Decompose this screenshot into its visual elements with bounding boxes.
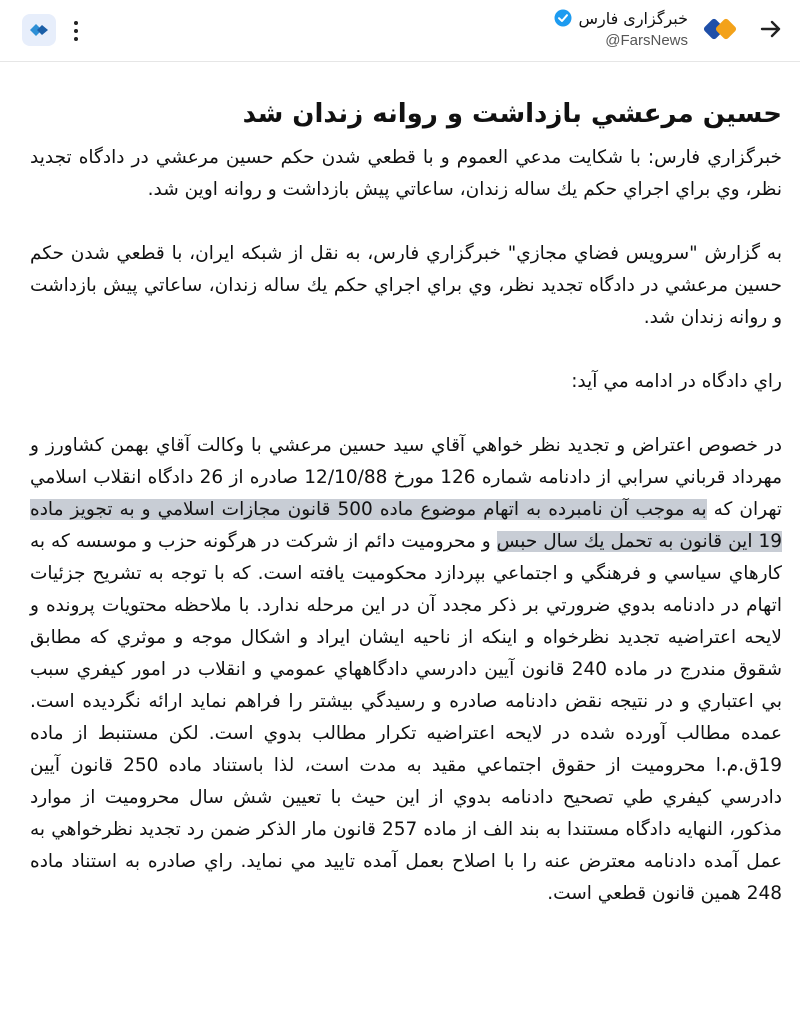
highlighted-text[interactable]: به موجب آن نامبرده به اتهام موضوع ماده 500 قانون مجازات اسلامي و به تجويز ماده 19 اين قانون به تحمل يك سال حبس (30, 499, 782, 552)
arrow-right-icon (759, 17, 783, 41)
paragraph-2: به گزارش "سرويس فضاي مجازي" خبرگزاري فارس، به نقل از شبكه ايران، با قطعي شدن حكم حسين مرعشي در دادگاه تجديد نظر، وي براي اجراي حكم يك ساله زندان، ساعاتي پيش بازداشت و روانه زندان شد. (30, 243, 782, 328)
paragraph-4-end: و محروميت دائم از شركت در هرگونه حزب و موسسه كه به كارهاي سياسي و فرهنگي و اجتماعي بپردازد محكوميت يافته است. كه با توجه به تشريح جزئيات اتهام در دادنامه بدوي ضرورتي بر ذكر مجدد آن در اين مرحله ندارد. با ملاحظه محتويات پرونده و لايحه اعتراضيه تجديد نظرخواه و اينكه از ناحيه ايشان ايراد و اشكال موجه و موثري كه مطابق شقوق مندرج در ماده 240 قانون آيين دادرسي دادگاههاي عمومي و انقلاب در امور كيفري سبب بي اعتباري و در نتيجه نقض دادنامه صادره و رسيدگي بيشتر را فراهم نمايد ارائه نگرديده است. عمده مطالب آورده شده در لايحه اعتراضيه تكرار مطالب بدوي است. لكن مستنبط از ماده 19ق.م.ا محروميت از حقوق اجتماعي مقيد به مدت است، لذا باستناد ماده 250 قانون آيين دادرسي كيفري طي تصحيح دادنامه بدوي از اين حيث با تعيين شش سال محروميت از موارد مذكور، النهايه دادگاه مستندا به بند الف از ماده 257 قانون مار الذكر ضمن رد تجديد نظرخواهي به عمل آمده دادنامه معترض عنه را با اصلاح بعمل آمده تاييد مي نمايد. راي صادره به استناد ماده 248 همين قانون قطعي است. (30, 531, 782, 904)
source-name[interactable] (554, 6, 688, 30)
verified-badge-icon (554, 9, 572, 27)
top-bar (0, 0, 800, 62)
back-button[interactable] (756, 14, 786, 44)
app-icon[interactable] (22, 14, 56, 46)
fars-logo-icon[interactable] (702, 12, 740, 48)
more-vertical-icon (74, 21, 78, 25)
paragraph-4-start: در خصوص اعتراض و تجديد نظر خواهي آقاي سيد حسين مرعشي با وكالت آقاي بهمن كشاورز و مهرداد قرباني سرابي از دادنامه شماره 126 مورخ 12/10/88 صادره از 26 دادگاه انقلاب اسلامي تهران كه (30, 435, 782, 520)
paragraph-1: خبرگزاري فارس: با شكايت مدعي العموم و با قطعي شدن حكم حسين مرعشي در دادگاه تجديد نظر، وي براي اجراي حكم يك ساله زندان، ساعاتي پيش بازداشت و روانه اوين شد. (30, 147, 782, 200)
source-handle[interactable]: @FarsNews (605, 32, 688, 49)
paragraph-3: راي دادگاه در ادامه مي آيد: (571, 371, 782, 392)
article-title: حسين مرعشي بازداشت و روانه زندان شد (242, 99, 782, 129)
paragraph-4 (30, 430, 782, 910)
article-body (30, 90, 782, 910)
more-options-button[interactable] (66, 16, 86, 46)
source-name-label: خبرگزاری فارس (578, 8, 688, 28)
